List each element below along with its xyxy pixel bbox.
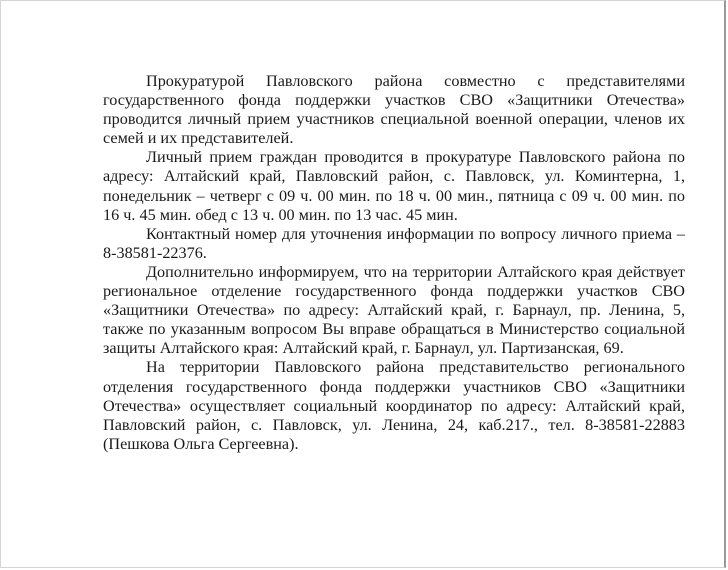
- document-body: [103, 72, 685, 454]
- paragraph-reception-announcement: Прокуратурой Павловского района совместно с представителями государственного фонда поддержки участков СВО «Защитники Отечества» проводится личный прием участников специальной военной операции, членов их семей и их представителей.: [103, 72, 685, 148]
- paragraph-social-coordinator: На территории Павловского района представительство регионального отделения государственного фонда поддержки участников СВО «Защитники Отечества» осуществляет социальный координатор по адресу: Алтайский край, Павловский район, с. Павловск, ул. Ленина, 24, каб.217., тел. 8-38581-22883 (Пешкова Ольга Сергеевна).: [103, 358, 685, 453]
- paragraph-regional-branch: Дополнительно информируем, что на территории Алтайского края действует региональное отделение государственного фонда поддержки участков СВО «Защитники Отечества» по адресу: Алтайский край, г. Барнаул, пр. Ленина, 5, также по указанным вопросом Вы вправе обращаться в Министерство социальной защиты Алтайского края: Алтайский край, г. Барнаул, ул. Партизанская, 69.: [103, 262, 685, 358]
- paragraph-contact-phone: Контактный номер для уточнения информации по вопросу личного приема – 8-38581-22376.: [103, 224, 685, 262]
- paragraph-reception-schedule: Личный прием граждан проводится в прокуратуре Павловского района по адресу: Алтайский край, Павловский район, с. Павловск, ул. Коминтерна, 1, понедельник – четверг с 09 ч. 00 мин. по 18 ч. 00 мин., пятница с 09 ч. 00 мин. по 16 ч. 45 мин. обед с 13 ч. 00 мин. по 13 час. 45 мин.: [103, 148, 685, 224]
